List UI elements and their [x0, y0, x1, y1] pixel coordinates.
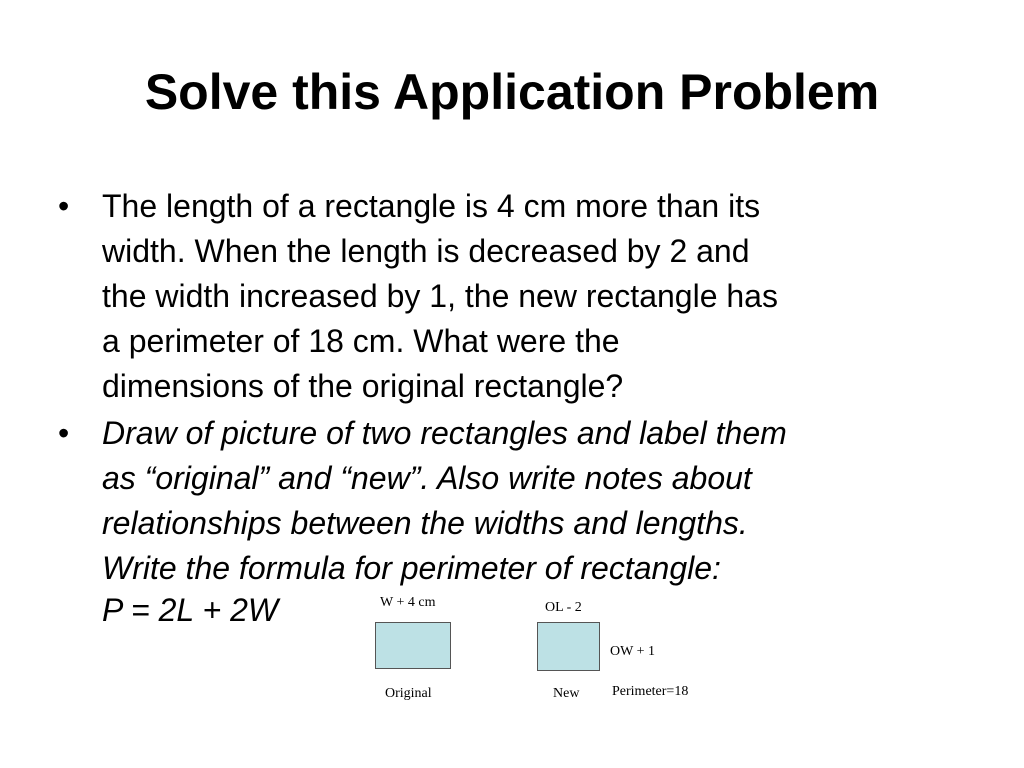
bullet-problem-statement — [58, 184, 978, 409]
original-rectangle — [375, 622, 451, 669]
new-width-label: OW + 1 — [610, 644, 655, 659]
perimeter-note: Perimeter=18 — [612, 684, 689, 699]
bullet-instructions — [58, 411, 978, 591]
bullet-list — [58, 184, 978, 593]
original-length-label: W + 4 cm — [380, 595, 436, 610]
problem-text: The length of a rectangle is 4 cm more than its width. When the length is decreased by 2 and the width increased by 1, the new rectangle has a perimeter of 18 cm. What were the dimensions of the original rectangle? — [102, 188, 778, 404]
new-length-label: OL - 2 — [545, 600, 582, 615]
bullet-dot-icon: • — [58, 415, 70, 451]
bullet-dot-icon: • — [58, 188, 70, 224]
perimeter-formula: P = 2L + 2W — [102, 592, 279, 628]
instruction-text: Draw of picture of two rectangles and label them as “original” and “new”. Also write notes about relationships between the widths and lengths. Write the formula for perimeter of rectangle: — [102, 415, 787, 586]
slide-title: Solve this Application Problem — [144, 64, 880, 120]
original-caption: Original — [385, 686, 432, 701]
new-caption: New — [553, 686, 580, 701]
new-rectangle — [537, 622, 600, 671]
